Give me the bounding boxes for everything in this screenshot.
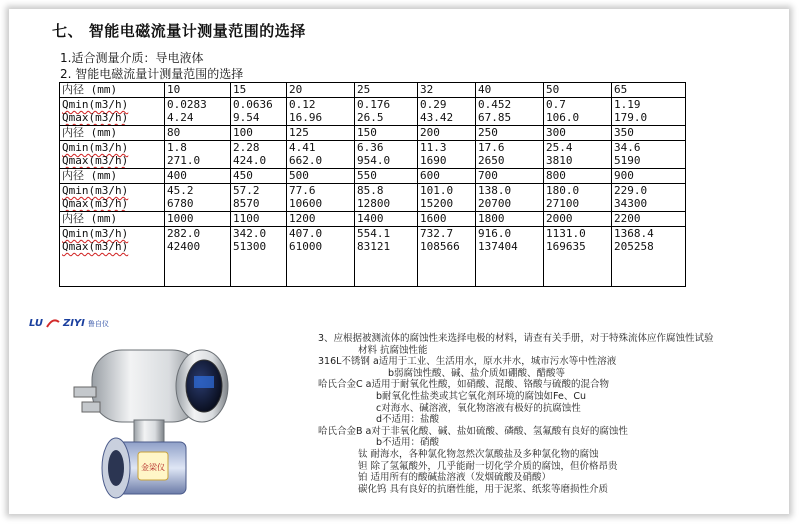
flow-cell xyxy=(355,184,418,212)
qmin-value: 101.0 xyxy=(420,184,454,197)
diameter-cell: 400 xyxy=(165,169,231,184)
qmin-value: 17.6 xyxy=(478,141,505,154)
qmax-value: 12800 xyxy=(357,197,391,210)
flow-cell xyxy=(165,184,231,212)
note-line: b弱腐蚀性酸、碱、盐介质如硼酸、醋酸等 xyxy=(388,367,566,379)
qmin-value: 0.452 xyxy=(478,98,512,111)
qmax-value: 15200 xyxy=(420,197,454,210)
qmax-value: 42400 xyxy=(167,240,201,253)
diameter-cell: 1000 xyxy=(165,212,231,227)
qmin-value: 0.176 xyxy=(357,98,391,111)
qmax-value: 8570 xyxy=(233,197,260,210)
qmax-value: 137404 xyxy=(478,240,518,253)
qmax-value: 67.85 xyxy=(478,111,512,124)
flow-cell xyxy=(231,141,287,169)
note-line: 钛 耐海水，各种氯化物忽然次氯酸盐及多种氯化物的腐蚀 xyxy=(358,448,599,460)
note-line: 316L不锈钢 a适用于工业、生活用水，原水井水，城市污水等中性溶液 xyxy=(318,356,617,368)
qmin-value: 1.8 xyxy=(167,141,187,154)
qmin-value: 0.0636 xyxy=(233,98,273,111)
qmax-value: 4.24 xyxy=(167,111,194,124)
diameter-cell: 200 xyxy=(418,126,476,141)
diameter-label: 内径 (mm) xyxy=(60,83,165,98)
subheading-range: 2. 智能电磁流量计测量范围的选择 xyxy=(60,67,244,81)
qmin-value: 282.0 xyxy=(167,227,201,240)
qmax-value: 51300 xyxy=(233,240,267,253)
qmax-label: Qmax(m3/h) xyxy=(62,111,129,124)
flow-cell xyxy=(165,227,231,287)
diameter-cell: 10 xyxy=(165,83,231,98)
diameter-cell: 1800 xyxy=(476,212,544,227)
flow-label-cell xyxy=(60,184,165,212)
note-line: b耐氧化性盐类或其它氧化剂环境的腐蚀如Fe、Cu xyxy=(376,390,586,402)
diameter-cell: 1100 xyxy=(231,212,287,227)
flow-cell xyxy=(287,227,355,287)
diameter-cell: 150 xyxy=(355,126,418,141)
qmin-value: 1.19 xyxy=(614,98,641,111)
diameter-cell: 2200 xyxy=(612,212,686,227)
subheading-medium: 1.适合测量介质：导电液体 xyxy=(60,51,204,65)
flow-cell xyxy=(418,227,476,287)
qmin-value: 0.12 xyxy=(289,98,316,111)
qmax-label: Qmax(m3/h) xyxy=(62,197,129,210)
qmax-value: 954.0 xyxy=(357,154,391,167)
flow-row xyxy=(60,227,686,287)
flow-cell xyxy=(355,98,418,126)
qmax-value: 108566 xyxy=(420,240,460,253)
flow-cell xyxy=(231,227,287,287)
qmin-value: 916.0 xyxy=(478,227,512,240)
qmin-value: 2.28 xyxy=(233,141,260,154)
diameter-cell: 250 xyxy=(476,126,544,141)
qmax-value: 6780 xyxy=(167,197,194,210)
diameter-cell: 100 xyxy=(231,126,287,141)
diameter-cell: 125 xyxy=(287,126,355,141)
diameter-cell: 25 xyxy=(355,83,418,98)
diameter-row xyxy=(60,83,686,98)
qmax-value: 1690 xyxy=(420,154,447,167)
qmax-value: 2650 xyxy=(478,154,505,167)
qmax-value: 662.0 xyxy=(289,154,323,167)
diameter-cell: 800 xyxy=(544,169,612,184)
diameter-cell: 1200 xyxy=(287,212,355,227)
diameter-cell: 1400 xyxy=(355,212,418,227)
qmin-value: 0.7 xyxy=(546,98,566,111)
note-line: 铂 适用所有的酸碱盐溶液（发烟硫酸及硝酸） xyxy=(358,472,552,484)
flow-cell xyxy=(476,184,544,212)
flow-row xyxy=(60,141,686,169)
diameter-cell: 300 xyxy=(544,126,612,141)
qmin-label: Qmin(m3/h) xyxy=(62,141,129,154)
qmin-value: 180.0 xyxy=(546,184,580,197)
qmin-label: Qmin(m3/h) xyxy=(62,227,129,240)
note-line: 钽 除了氢氟酸外，几乎能耐一切化学介质的腐蚀，但价格昂贵 xyxy=(358,460,618,472)
qmax-value: 179.0 xyxy=(614,111,648,124)
flow-label-cell xyxy=(60,141,165,169)
qmax-value: 26.5 xyxy=(357,111,384,124)
electrode-material-notes xyxy=(318,333,714,495)
diameter-cell: 700 xyxy=(476,169,544,184)
qmin-value: 77.6 xyxy=(289,184,316,197)
qmax-value: 83121 xyxy=(357,240,391,253)
qmax-value: 169635 xyxy=(546,240,586,253)
flow-cell xyxy=(544,141,612,169)
diameter-cell: 450 xyxy=(231,169,287,184)
diameter-cell: 2000 xyxy=(544,212,612,227)
note-line: 材料 抗腐蚀性能 xyxy=(358,344,428,356)
note-line: d不适用：盐酸 xyxy=(376,414,440,426)
brand-logo: LU ZIYI 鲁自仪 xyxy=(29,318,109,329)
diameter-label: 内径 (mm) xyxy=(60,126,165,141)
qmin-value: 11.3 xyxy=(420,141,447,154)
diameter-row xyxy=(60,169,686,184)
note-line: 哈氏合金B a对于非氧化酸、碱、盐如硫酸、磷酸、氢氟酸有良好的腐蚀性 xyxy=(318,425,628,437)
diameter-cell: 20 xyxy=(287,83,355,98)
flowmeter-image xyxy=(52,332,242,512)
qmin-value: 1131.0 xyxy=(546,227,586,240)
qmin-label: Qmin(m3/h) xyxy=(62,184,129,197)
qmax-value: 43.42 xyxy=(420,111,454,124)
diameter-cell: 900 xyxy=(612,169,686,184)
qmin-value: 1368.4 xyxy=(614,227,654,240)
qmin-value: 0.29 xyxy=(420,98,447,111)
flow-cell xyxy=(287,98,355,126)
qmax-value: 271.0 xyxy=(167,154,201,167)
flow-cell xyxy=(355,141,418,169)
flow-cell xyxy=(418,98,476,126)
qmin-value: 229.0 xyxy=(614,184,648,197)
qmin-value: 34.6 xyxy=(614,141,641,154)
diameter-row xyxy=(60,212,686,227)
note-line: b不适用：硝酸 xyxy=(376,437,440,449)
flow-cell xyxy=(418,141,476,169)
flow-cell xyxy=(231,98,287,126)
diameter-cell: 40 xyxy=(476,83,544,98)
note-line: c对海水、碱溶液，氧化物溶液有极好的抗腐蚀性 xyxy=(376,402,581,414)
qmax-value: 424.0 xyxy=(233,154,267,167)
diameter-cell: 80 xyxy=(165,126,231,141)
qmax-value: 205258 xyxy=(614,240,654,253)
qmax-value: 20700 xyxy=(478,197,512,210)
flow-cell xyxy=(544,227,612,287)
qmin-value: 342.0 xyxy=(233,227,267,240)
flow-cell xyxy=(287,184,355,212)
flow-cell xyxy=(287,141,355,169)
diameter-cell: 550 xyxy=(355,169,418,184)
flow-cell xyxy=(231,184,287,212)
diameter-cell: 350 xyxy=(612,126,686,141)
diameter-label: 内径 (mm) xyxy=(60,169,165,184)
note-line: 3、应根据被测流体的腐蚀性来选择电极的材料，请查有关手册，对于特殊流体应作腐蚀性试验 xyxy=(318,333,714,344)
qmin-value: 407.0 xyxy=(289,227,323,240)
diameter-cell: 65 xyxy=(612,83,686,98)
qmax-value: 106.0 xyxy=(546,111,580,124)
flow-cell xyxy=(476,227,544,287)
diameter-cell: 15 xyxy=(231,83,287,98)
qmax-value: 9.54 xyxy=(233,111,260,124)
qmax-value: 16.96 xyxy=(289,111,323,124)
qmax-label: Qmax(m3/h) xyxy=(62,240,129,253)
qmax-value: 5190 xyxy=(614,154,641,167)
flow-row xyxy=(60,184,686,212)
section-title: 七、 智能电磁流量计测量范围的选择 xyxy=(52,22,306,40)
flow-cell xyxy=(476,141,544,169)
diameter-cell: 1600 xyxy=(418,212,476,227)
flow-cell xyxy=(355,227,418,287)
qmin-value: 85.8 xyxy=(357,184,384,197)
diameter-label: 内径 (mm) xyxy=(60,212,165,227)
qmax-value: 34300 xyxy=(614,197,648,210)
flow-cell xyxy=(612,227,686,287)
qmax-value: 3810 xyxy=(546,154,573,167)
brand-swoosh-icon xyxy=(46,319,60,329)
flow-cell xyxy=(612,184,686,212)
flow-cell xyxy=(418,184,476,212)
qmin-value: 6.36 xyxy=(357,141,384,154)
flow-cell xyxy=(476,98,544,126)
note-line: 碳化钨 具有良好的抗磨性能，用于泥浆、纸浆等磨损性介质 xyxy=(358,483,609,495)
diameter-cell: 32 xyxy=(418,83,476,98)
diameter-row xyxy=(60,126,686,141)
flow-cell xyxy=(165,98,231,126)
qmin-value: 0.0283 xyxy=(167,98,207,111)
qmin-value: 138.0 xyxy=(478,184,512,197)
device-label: 金梁仪 xyxy=(141,463,165,472)
qmax-value: 10600 xyxy=(289,197,323,210)
qmax-value: 27100 xyxy=(546,197,580,210)
flow-label-cell xyxy=(60,227,165,287)
flow-cell xyxy=(544,98,612,126)
flow-cell xyxy=(612,141,686,169)
note-line: 哈氏合金C a适用于耐氧化性酸，如硝酸、混酸、铬酸与硫酸的混合物 xyxy=(318,379,609,391)
qmin-value: 45.2 xyxy=(167,184,194,197)
qmin-value: 732.7 xyxy=(420,227,454,240)
qmin-value: 4.41 xyxy=(289,141,316,154)
qmin-value: 25.4 xyxy=(546,141,573,154)
qmin-value: 57.2 xyxy=(233,184,260,197)
measurement-range-table xyxy=(59,82,686,287)
flow-label-cell xyxy=(60,98,165,126)
flow-cell xyxy=(544,184,612,212)
qmax-label: Qmax(m3/h) xyxy=(62,154,129,167)
flow-cell xyxy=(612,98,686,126)
diameter-cell: 50 xyxy=(544,83,612,98)
qmax-value: 61000 xyxy=(289,240,323,253)
diameter-cell: 500 xyxy=(287,169,355,184)
flow-cell xyxy=(165,141,231,169)
diameter-cell: 600 xyxy=(418,169,476,184)
qmin-label: Qmin(m3/h) xyxy=(62,98,129,111)
flow-row xyxy=(60,98,686,126)
qmin-value: 554.1 xyxy=(357,227,391,240)
